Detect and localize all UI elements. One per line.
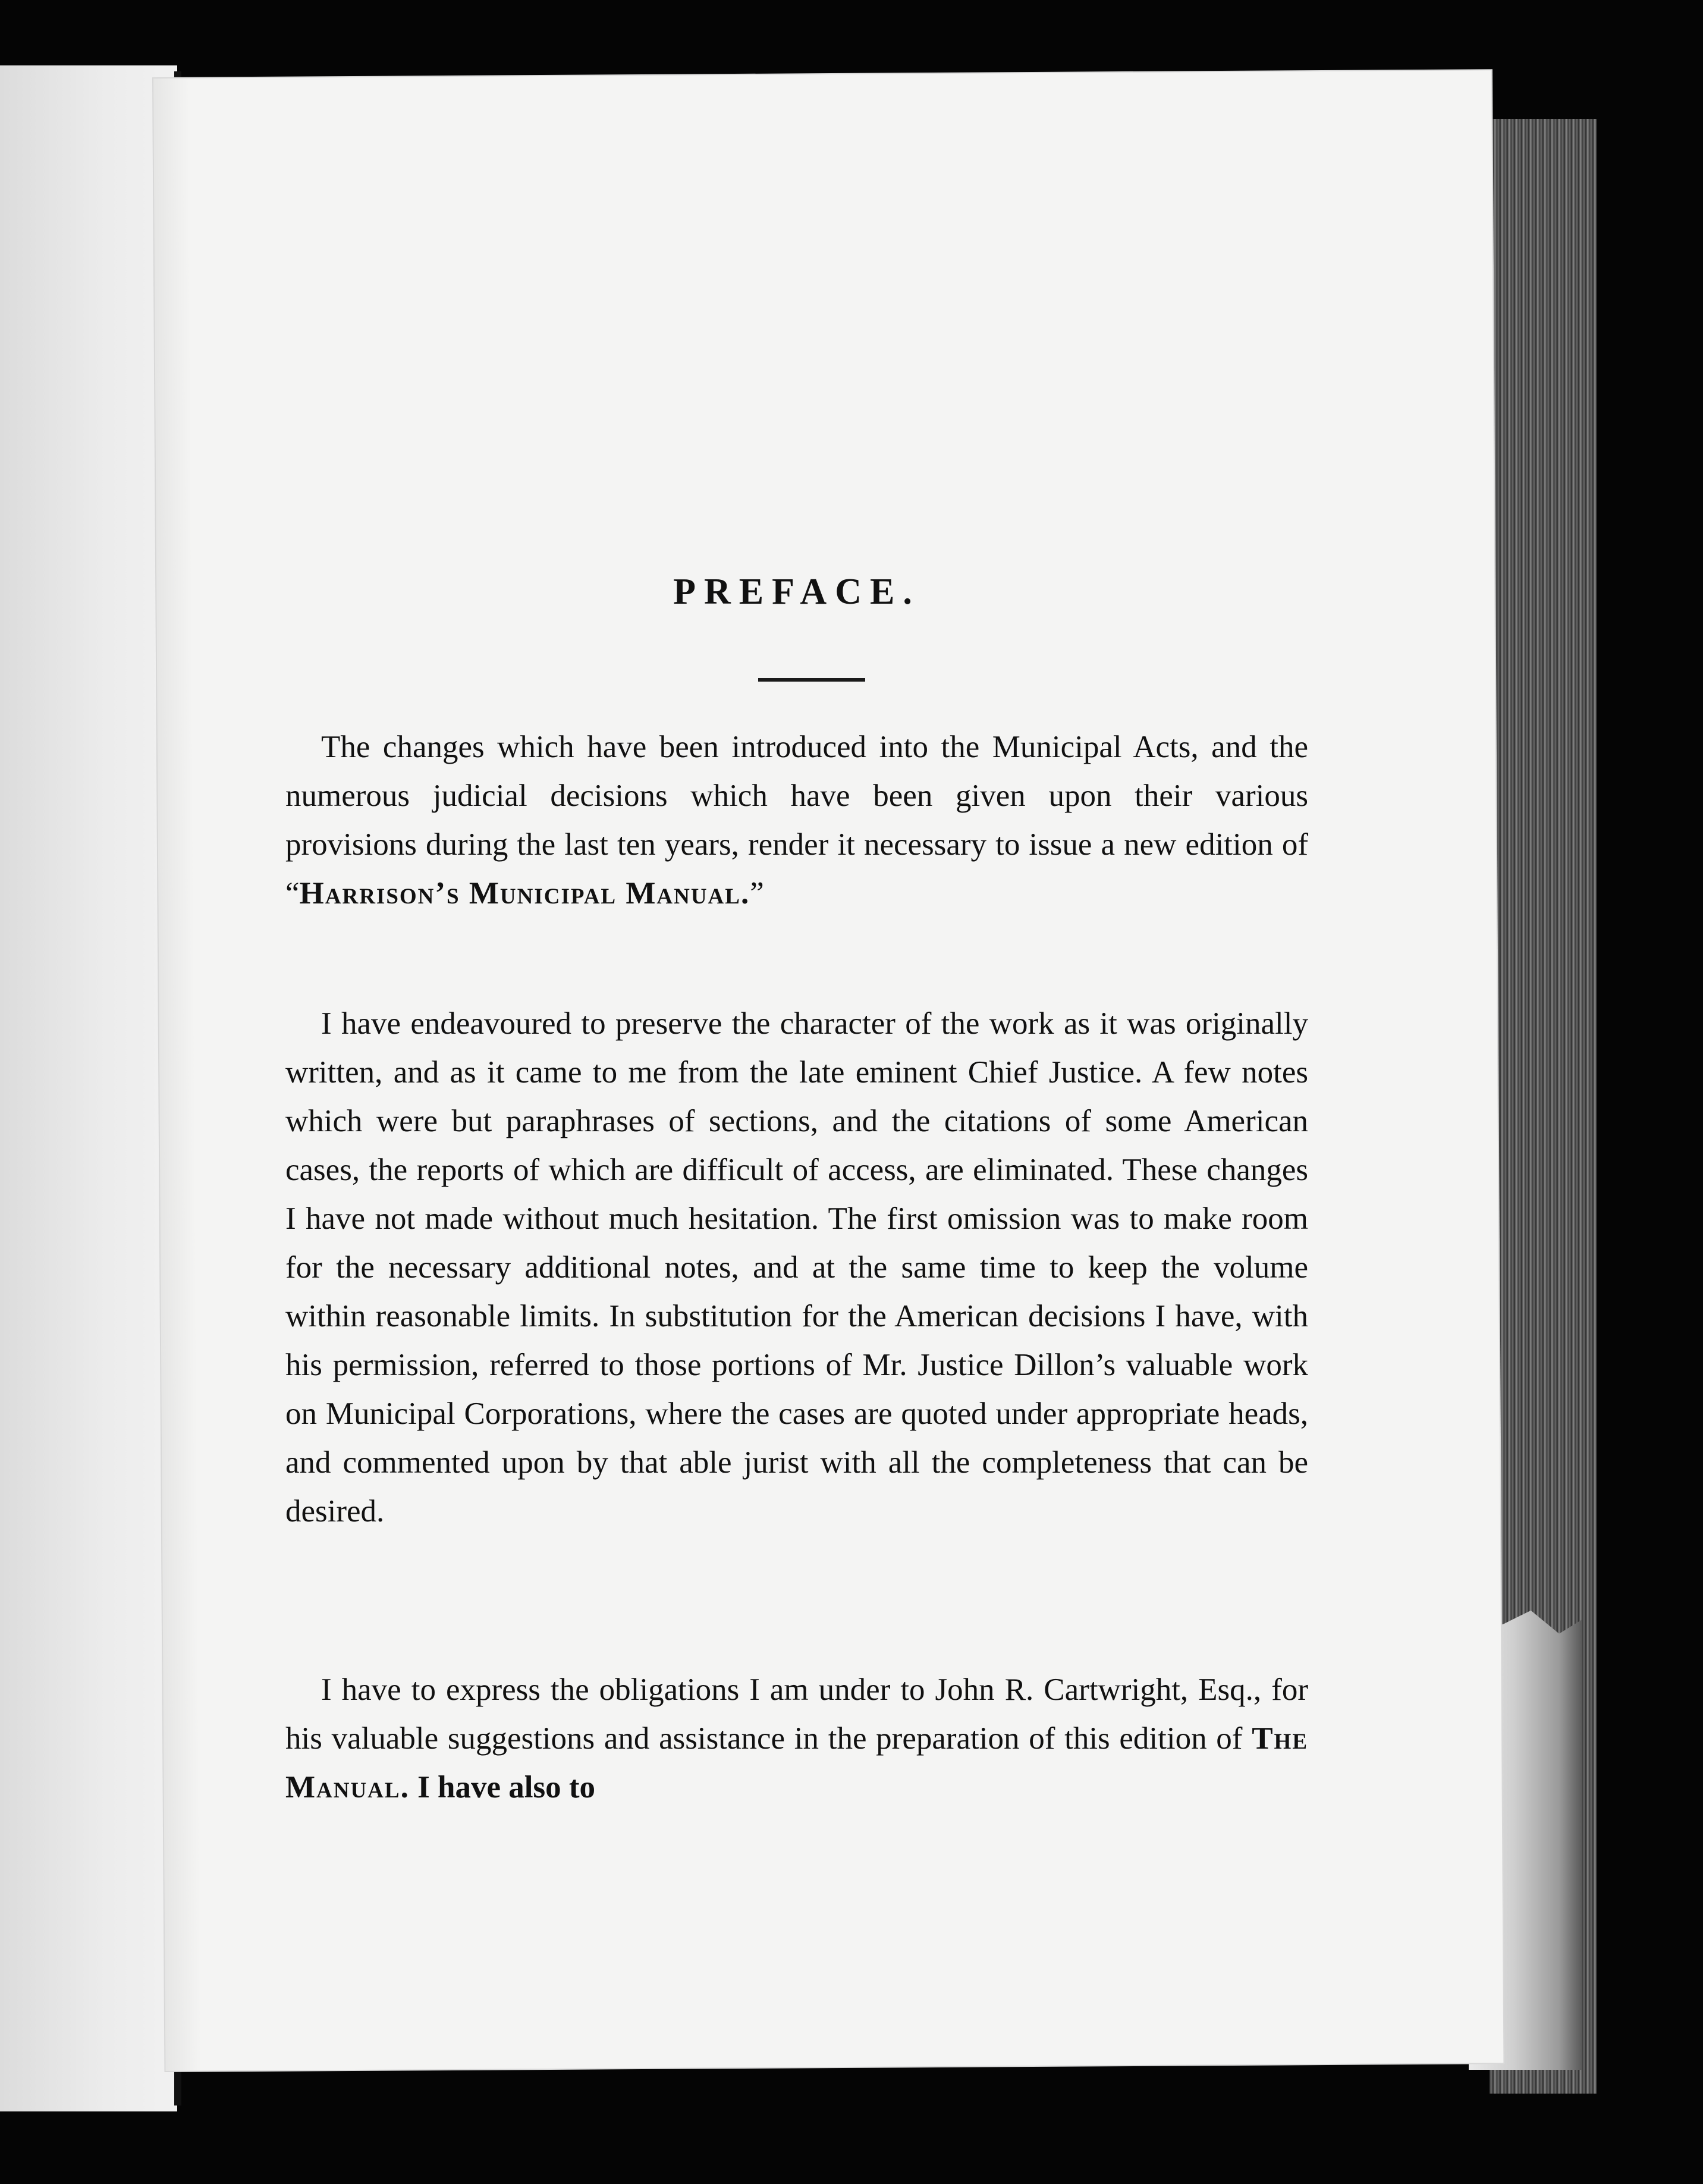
paragraph-3-tail: I have also to (409, 1770, 595, 1805)
paragraph-3-text: I have to express the obligations I am under to John R. Cartwright, Esq., for his valuable suggestions and assistance in the preparation of this edition of (285, 1672, 1308, 1756)
paragraph-1-text: The changes which have been introduced into the Municipal Acts, and the numerous judicial decisions which have been given upon their various provisions during the last ten years, render it necessary to issue a new edition of “ (285, 730, 1308, 911)
the-manual-smallcaps: The Manual. (285, 1721, 1308, 1805)
paragraph-1 (285, 723, 1308, 918)
page-title: PREFACE. (673, 572, 920, 612)
paragraph-1-close-quote: ” (750, 876, 764, 911)
paragraph-3 (285, 1665, 1308, 1812)
facing-page-sliver (0, 65, 177, 2111)
manual-title-smallcaps: Harrison’s Municipal Manual. (299, 876, 750, 911)
paragraph-2: I have endeavoured to preserve the character of the work as it was originally written, and as it came to me from the late eminent Chief Justice. A few notes which were but paraphrases of sections, and the citations of some American cases, the reports of which are difficult of access, are eliminated. These changes I have not made without much hesitation. The first omission was to make room for the necessary additional notes, and at the same time to keep the volume within reasonable limits. In substitution for the American decisions I have, with his permission, referred to those portions of Mr. Justice Dillon’s valuable work on Municipal Corporations, where the cases are quoted under appropriate heads, and commented upon by that able jurist with all the completeness that can be desired. (285, 1006, 1308, 1529)
title-rule (758, 678, 865, 682)
